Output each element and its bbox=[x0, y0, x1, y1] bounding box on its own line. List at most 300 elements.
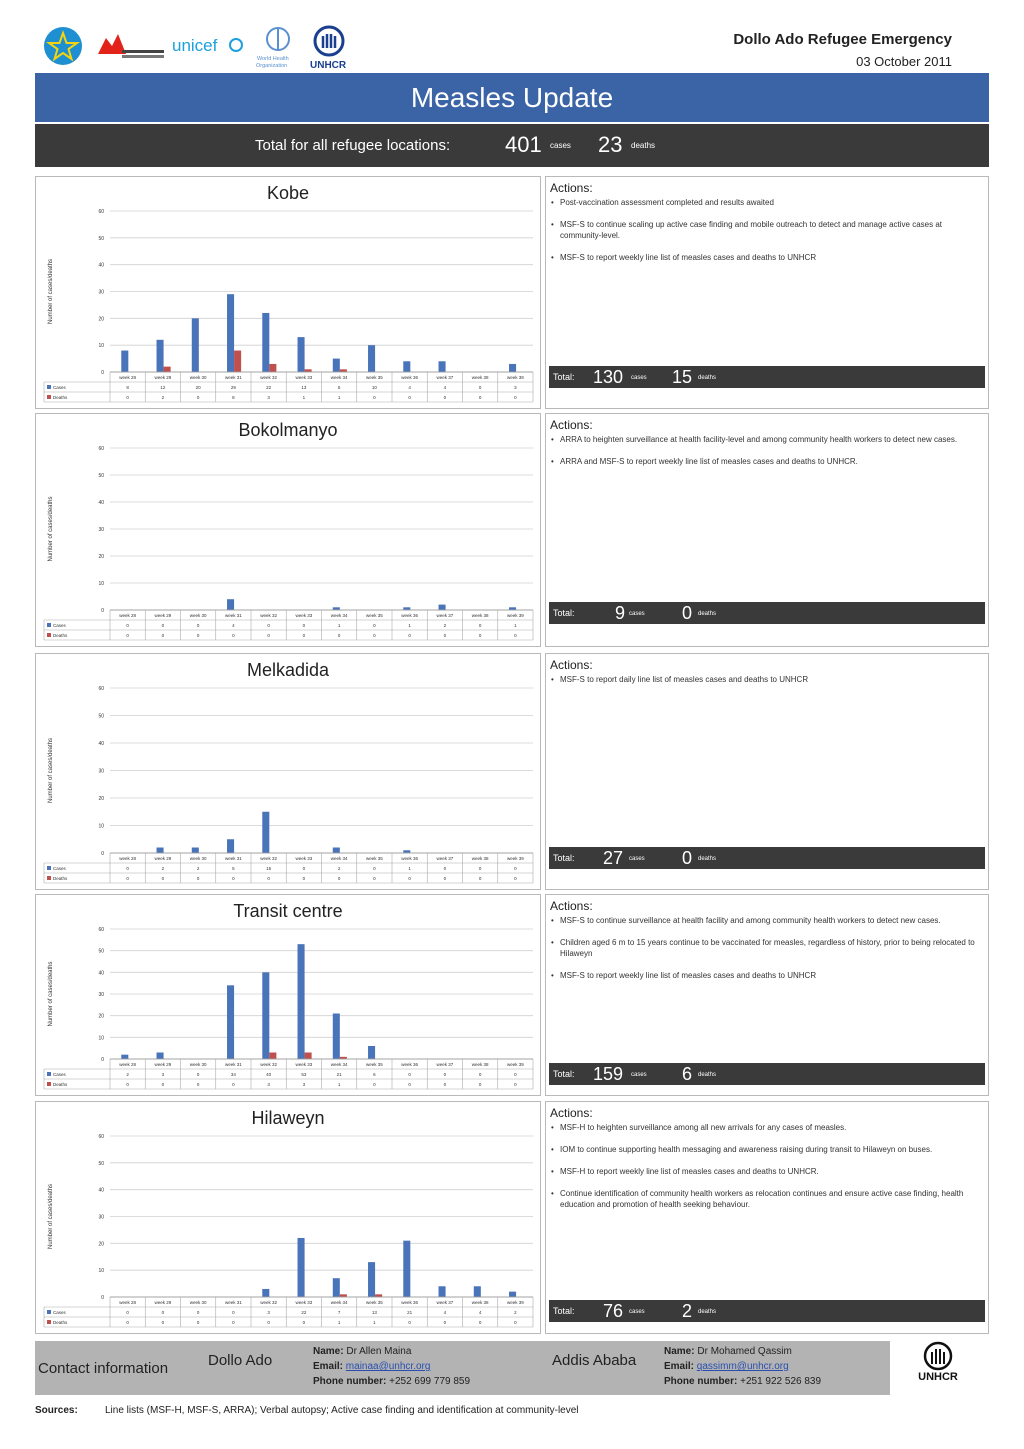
x-tick-label: week 35 bbox=[365, 375, 383, 380]
contact-name: Dr Allen Maina bbox=[346, 1346, 412, 1357]
action-item: • ARRA and MSF-S to report weekly line list of measles cases and deaths to UNHCR. bbox=[550, 456, 982, 467]
svg-text:World Health: World Health bbox=[257, 56, 289, 62]
legend-swatch bbox=[47, 866, 51, 870]
table-value: 21 bbox=[407, 1310, 413, 1315]
table-value: 0 bbox=[196, 1320, 200, 1325]
bar-cases bbox=[227, 839, 234, 853]
bar-cases bbox=[439, 605, 446, 610]
x-tick-label: week 39 bbox=[506, 613, 524, 618]
chart-title: Kobe bbox=[266, 183, 310, 203]
bar-deaths bbox=[164, 367, 171, 372]
table-value: 0 bbox=[196, 1082, 200, 1087]
svg-text:UNHCR: UNHCR bbox=[310, 60, 347, 71]
bar-cases bbox=[403, 1241, 410, 1297]
legend-swatch bbox=[47, 385, 51, 389]
x-tick-label: week 38 bbox=[471, 613, 489, 618]
x-tick-label: week 37 bbox=[436, 856, 454, 861]
contact-heading: Contact information bbox=[38, 1360, 169, 1377]
total-cases-word: cases bbox=[629, 1309, 645, 1315]
total-cases-word: cases bbox=[631, 375, 647, 381]
bar-cases bbox=[333, 1278, 340, 1297]
total-deaths: 0 bbox=[682, 848, 693, 868]
table-value: 0 bbox=[126, 1082, 129, 1087]
table-value: 3 bbox=[514, 385, 517, 390]
x-tick-label: week 37 bbox=[436, 1300, 454, 1305]
bar-cases bbox=[227, 599, 234, 610]
chart-bokolmanyo bbox=[36, 414, 542, 648]
table-value: 1 bbox=[408, 623, 411, 628]
y-tick-label: 30 bbox=[98, 768, 104, 775]
table-value: 0 bbox=[126, 1320, 129, 1325]
table-value: 0 bbox=[232, 1082, 235, 1087]
table-value: 0 bbox=[443, 633, 447, 638]
x-tick-label: week 28 bbox=[119, 1062, 137, 1067]
y-tick-label: 40 bbox=[98, 500, 104, 506]
x-tick-label: week 32 bbox=[260, 1300, 278, 1305]
table-value: 0 bbox=[408, 876, 411, 881]
summary-banner bbox=[35, 124, 989, 167]
table-value: 0 bbox=[443, 395, 447, 400]
report-title: Dollo Ado Refugee Emergency bbox=[733, 31, 952, 48]
table-value: 0 bbox=[373, 623, 376, 628]
table-value: 0 bbox=[196, 1072, 200, 1077]
table-value: 0 bbox=[408, 395, 411, 400]
y-axis-label: Number of cases/deaths bbox=[48, 961, 54, 1027]
table-value: 0 bbox=[196, 876, 200, 881]
actions-panel-melkadida bbox=[545, 653, 989, 890]
y-axis-label: Number of cases/deaths bbox=[48, 496, 54, 562]
actions-panel-hilaweyn bbox=[545, 1101, 989, 1334]
bar-cases bbox=[227, 985, 234, 1059]
actions-heading: Actions: bbox=[550, 658, 593, 672]
chart-kobe bbox=[36, 177, 542, 410]
total-bar bbox=[549, 366, 985, 388]
table-value: 0 bbox=[302, 866, 306, 871]
legend-swatch bbox=[47, 1310, 51, 1314]
bar-cases bbox=[333, 1014, 340, 1060]
contact-name: Dr Mohamed Qassim bbox=[697, 1346, 792, 1357]
table-value: 53 bbox=[301, 1072, 307, 1077]
table-value: 0 bbox=[302, 633, 306, 638]
x-tick-label: week 34 bbox=[330, 1300, 348, 1305]
bar-cases bbox=[368, 345, 375, 372]
table-value: 0 bbox=[337, 876, 341, 881]
table-value: 0 bbox=[232, 876, 235, 881]
table-value: 0 bbox=[161, 876, 165, 881]
table-value: 0 bbox=[373, 866, 376, 871]
actions-list bbox=[550, 1122, 982, 1221]
bar-cases bbox=[157, 340, 164, 372]
x-tick-label: week 28 bbox=[119, 856, 137, 861]
legend-label: Deaths bbox=[53, 395, 68, 400]
table-value: 2 bbox=[161, 866, 165, 871]
table-value: 3 bbox=[161, 1072, 165, 1077]
unhcr-logo bbox=[310, 27, 347, 71]
bar-cases bbox=[403, 607, 410, 610]
x-tick-label: week 39 bbox=[506, 1300, 524, 1305]
table-value: 0 bbox=[126, 633, 129, 638]
y-tick-label: 10 bbox=[98, 1035, 104, 1042]
table-value: 0 bbox=[514, 395, 517, 400]
y-tick-label: 50 bbox=[98, 713, 104, 720]
table-value: 0 bbox=[514, 1072, 517, 1077]
x-tick-label: week 36 bbox=[401, 1062, 419, 1067]
x-tick-label: week 33 bbox=[295, 613, 313, 618]
x-tick-label: week 28 bbox=[119, 1300, 137, 1305]
y-tick-label: 10 bbox=[98, 1268, 104, 1275]
table-value: 0 bbox=[443, 1072, 447, 1077]
bar-cases bbox=[262, 313, 269, 372]
y-tick-label: 50 bbox=[98, 948, 104, 955]
table-value: 29 bbox=[230, 385, 236, 390]
action-item: • Children aged 6 m to 15 years continue to be vaccinated for measles, regardless of history, prior to being relocated to Hilaweyn bbox=[550, 937, 982, 959]
table-value: 4 bbox=[443, 1310, 447, 1315]
msf-logo bbox=[98, 34, 164, 58]
chart-panel-melkadida bbox=[35, 653, 541, 890]
table-value: 3 bbox=[267, 1082, 270, 1087]
y-axis-label: Number of cases/deaths bbox=[48, 1183, 54, 1250]
total-deaths: 2 bbox=[682, 1301, 693, 1321]
contact-details bbox=[664, 1344, 821, 1389]
actions-heading: Actions: bbox=[550, 899, 593, 913]
total-label: Total: bbox=[553, 853, 575, 863]
y-tick-label: 60 bbox=[98, 927, 104, 933]
bar-deaths bbox=[234, 351, 241, 372]
table-value: 0 bbox=[232, 1310, 235, 1315]
y-tick-label: 30 bbox=[98, 1214, 104, 1221]
x-tick-label: week 29 bbox=[154, 375, 172, 380]
legend-label: Cases bbox=[53, 385, 66, 390]
legend-swatch bbox=[47, 1320, 51, 1324]
actions-heading: Actions: bbox=[550, 181, 593, 195]
table-value: 2 bbox=[337, 866, 341, 871]
x-tick-label: week 29 bbox=[154, 856, 172, 861]
chart-panel-hilaweyn bbox=[35, 1101, 541, 1334]
table-value: 0 bbox=[478, 1082, 482, 1087]
total-deaths-word: deaths bbox=[698, 856, 717, 862]
table-value: 1 bbox=[337, 1320, 341, 1325]
table-value: 22 bbox=[301, 1310, 307, 1315]
bar-cases bbox=[262, 812, 269, 853]
total-cases-word: cases bbox=[550, 141, 571, 150]
y-tick-label: 40 bbox=[98, 970, 104, 977]
table-value: 1 bbox=[337, 395, 341, 400]
legend-swatch bbox=[47, 1072, 51, 1076]
table-value: 0 bbox=[196, 1310, 200, 1315]
x-tick-label: week 38 bbox=[471, 1300, 489, 1305]
bar-cases bbox=[368, 1046, 375, 1059]
y-tick-label: 0 bbox=[101, 370, 104, 376]
table-value: 1 bbox=[337, 1082, 341, 1087]
x-tick-label: week 36 bbox=[401, 856, 419, 861]
table-value: 0 bbox=[443, 866, 447, 871]
table-value: 0 bbox=[478, 1320, 482, 1325]
total-label: Total for all refugee locations: bbox=[255, 137, 451, 154]
unhcr-footer-logo bbox=[905, 1340, 971, 1396]
table-value: 0 bbox=[126, 876, 129, 881]
x-tick-label: week 34 bbox=[330, 613, 348, 618]
y-tick-label: 50 bbox=[98, 235, 104, 242]
x-tick-label: week 28 bbox=[119, 375, 137, 380]
chart-hilaweyn bbox=[36, 1102, 542, 1335]
x-tick-label: week 38 bbox=[471, 375, 489, 380]
email-label: Email: bbox=[664, 1361, 695, 1372]
legend-label: Deaths bbox=[53, 1320, 68, 1325]
unicef-logo bbox=[172, 36, 242, 55]
y-tick-label: 0 bbox=[101, 851, 104, 857]
table-value: 0 bbox=[373, 876, 376, 881]
bar-cases bbox=[474, 1286, 481, 1297]
contact-email-link[interactable]: qassimm@unhcr.org bbox=[696, 1361, 789, 1372]
total-deaths: 23 bbox=[598, 132, 623, 157]
y-tick-label: 60 bbox=[98, 446, 104, 452]
actions-panel-transit-centre bbox=[545, 894, 989, 1096]
chart-panel-bokolmanyo bbox=[35, 413, 541, 647]
y-tick-label: 50 bbox=[98, 1160, 104, 1167]
actions-panel-kobe bbox=[545, 176, 989, 409]
legend-label: Deaths bbox=[53, 876, 68, 881]
sources-line bbox=[35, 1405, 579, 1416]
table-value: 0 bbox=[302, 876, 306, 881]
table-value: 0 bbox=[126, 395, 129, 400]
total-deaths: 15 bbox=[672, 367, 693, 387]
table-value: 2 bbox=[196, 866, 200, 871]
table-value: 6 bbox=[373, 1072, 376, 1077]
table-value: 0 bbox=[373, 395, 376, 400]
total-cases: 9 bbox=[615, 603, 626, 623]
table-value: 0 bbox=[478, 385, 482, 390]
bar-deaths bbox=[269, 1053, 276, 1060]
total-cases-word: cases bbox=[631, 1072, 647, 1078]
total-cases-word: cases bbox=[629, 611, 645, 617]
table-value: 0 bbox=[337, 633, 341, 638]
legend-swatch bbox=[47, 623, 51, 627]
total-bar bbox=[549, 1300, 985, 1322]
name-label: Name: bbox=[664, 1346, 695, 1357]
x-tick-label: week 35 bbox=[365, 1300, 383, 1305]
bar-cases bbox=[157, 848, 164, 854]
table-value: 0 bbox=[478, 866, 482, 871]
y-tick-label: 10 bbox=[98, 581, 104, 587]
svg-text:UNHCR: UNHCR bbox=[918, 1371, 958, 1383]
x-tick-label: week 32 bbox=[260, 613, 278, 618]
table-value: 0 bbox=[478, 1072, 482, 1077]
table-value: 4 bbox=[408, 385, 411, 390]
total-deaths: 6 bbox=[682, 1064, 693, 1084]
bar-deaths bbox=[305, 1053, 312, 1060]
bar-cases bbox=[262, 1289, 269, 1297]
total-bar bbox=[549, 847, 985, 869]
table-value: 0 bbox=[408, 1320, 411, 1325]
action-item: • MSF-S to continue scaling up active case finding and mobile outreach to detect and manage active cases at community-level. bbox=[550, 219, 982, 241]
y-tick-label: 60 bbox=[98, 686, 104, 692]
x-tick-label: week 37 bbox=[436, 613, 454, 618]
y-tick-label: 60 bbox=[98, 209, 104, 215]
bar-cases bbox=[298, 337, 305, 372]
contact-email-link[interactable]: mainaa@unhcr.org bbox=[345, 1361, 431, 1372]
table-value: 4 bbox=[443, 385, 447, 390]
x-tick-label: week 32 bbox=[260, 1062, 278, 1067]
table-value: 0 bbox=[302, 1320, 306, 1325]
legend-label: Cases bbox=[53, 1072, 66, 1077]
sources-label: Sources: bbox=[35, 1405, 78, 1416]
x-tick-label: week 33 bbox=[295, 1300, 313, 1305]
contact-phone: +251 922 526 839 bbox=[740, 1376, 822, 1387]
y-tick-label: 30 bbox=[98, 289, 104, 296]
total-deaths-word: deaths bbox=[698, 1072, 717, 1078]
table-value: 13 bbox=[371, 1310, 377, 1315]
x-tick-label: week 34 bbox=[330, 1062, 348, 1067]
bar-cases bbox=[509, 364, 516, 372]
chart-panel-transit-centre bbox=[35, 894, 541, 1096]
x-tick-label: week 37 bbox=[436, 1062, 454, 1067]
bar-cases bbox=[121, 1055, 128, 1059]
action-item: • Continue identification of community health workers as relocation continues and ensure active case finding, health education and promotion of health seeking behaviour. bbox=[550, 1188, 982, 1210]
legend-swatch bbox=[47, 633, 51, 637]
table-value: 0 bbox=[161, 1320, 165, 1325]
y-tick-label: 30 bbox=[98, 527, 104, 533]
x-tick-label: week 35 bbox=[365, 613, 383, 618]
y-tick-label: 60 bbox=[98, 1134, 104, 1140]
actions-panel-bokolmanyo bbox=[545, 413, 989, 647]
bar-cases bbox=[157, 1053, 164, 1060]
table-value: 0 bbox=[443, 1320, 447, 1325]
x-tick-label: week 33 bbox=[295, 856, 313, 861]
table-value: 20 bbox=[195, 385, 201, 390]
table-value: 1 bbox=[373, 1320, 376, 1325]
table-value: 8 bbox=[232, 395, 235, 400]
x-tick-label: week 30 bbox=[189, 613, 207, 618]
bar-cases bbox=[439, 361, 446, 372]
y-tick-label: 40 bbox=[98, 262, 104, 269]
action-item: • MSF-S to continue surveillance at health facility and among community health workers to detect new cases. bbox=[550, 915, 982, 926]
table-value: 1 bbox=[514, 623, 517, 628]
bar-cases bbox=[298, 944, 305, 1059]
table-value: 12 bbox=[160, 385, 166, 390]
bar-cases bbox=[368, 1262, 375, 1297]
table-value: 0 bbox=[514, 633, 517, 638]
total-cases: 130 bbox=[593, 367, 624, 387]
report-date: 03 October 2011 bbox=[856, 54, 952, 69]
x-tick-label: week 38 bbox=[471, 1062, 489, 1067]
x-tick-label: week 28 bbox=[119, 613, 137, 618]
bar-deaths bbox=[375, 1294, 382, 1297]
table-value: 0 bbox=[161, 1310, 165, 1315]
x-tick-label: week 29 bbox=[154, 1300, 172, 1305]
contact-phone: +252 699 779 859 bbox=[389, 1376, 471, 1387]
action-item: • MSF-S to report weekly line list of measles cases and deaths to UNHCR bbox=[550, 970, 982, 981]
table-value: 0 bbox=[267, 633, 270, 638]
table-value: 8 bbox=[126, 385, 129, 390]
table-value: 0 bbox=[373, 633, 376, 638]
y-tick-label: 0 bbox=[101, 1057, 104, 1063]
page-title: Measles Update bbox=[35, 73, 989, 122]
total-deaths-word: deaths bbox=[698, 611, 717, 617]
total-bar bbox=[549, 602, 985, 624]
table-value: 0 bbox=[196, 623, 200, 628]
x-tick-label: week 30 bbox=[189, 856, 207, 861]
total-deaths-word: deaths bbox=[631, 141, 656, 150]
x-tick-label: week 29 bbox=[154, 1062, 172, 1067]
table-value: 7 bbox=[337, 1310, 341, 1315]
x-tick-label: week 33 bbox=[295, 1062, 313, 1067]
table-value: 4 bbox=[232, 623, 235, 628]
action-item: • MSF-S to report daily line list of measles cases and deaths to UNHCR bbox=[550, 674, 982, 685]
table-value: 0 bbox=[478, 633, 482, 638]
total-cases: 27 bbox=[603, 848, 624, 868]
table-value: 34 bbox=[230, 1072, 236, 1077]
x-tick-label: week 36 bbox=[401, 375, 419, 380]
table-value: 0 bbox=[478, 876, 482, 881]
legend-label: Cases bbox=[53, 866, 66, 871]
bar-deaths bbox=[269, 364, 276, 372]
x-tick-label: week 32 bbox=[260, 856, 278, 861]
table-value: 0 bbox=[196, 633, 200, 638]
table-value: 1 bbox=[302, 395, 306, 400]
table-value: 0 bbox=[232, 633, 235, 638]
chart-transit-centre bbox=[36, 895, 542, 1097]
total-label: Total: bbox=[553, 608, 575, 618]
chart-melkadida bbox=[36, 654, 542, 891]
bar-cases bbox=[227, 294, 234, 372]
table-value: 0 bbox=[196, 395, 200, 400]
who-logo bbox=[256, 28, 289, 69]
bar-deaths bbox=[340, 369, 347, 372]
action-item: • IOM to continue supporting health messaging and awareness raising during transit to Hilaweyn on buses. bbox=[550, 1144, 982, 1155]
table-value: 2 bbox=[126, 1072, 129, 1077]
bar-cases bbox=[262, 972, 269, 1059]
table-value: 0 bbox=[161, 1082, 165, 1087]
table-value: 0 bbox=[232, 1320, 235, 1325]
bar-deaths bbox=[305, 369, 312, 372]
table-value: 4 bbox=[478, 1310, 482, 1315]
chart-panel-kobe bbox=[35, 176, 541, 409]
actions-list bbox=[550, 915, 982, 992]
svg-text:unicef: unicef bbox=[172, 36, 218, 55]
table-value: 0 bbox=[126, 623, 129, 628]
total-label: Total: bbox=[553, 1306, 575, 1316]
chart-title: Bokolmanyo bbox=[238, 420, 338, 440]
bar-cases bbox=[403, 361, 410, 372]
partner-logos bbox=[40, 24, 370, 72]
bar-cases bbox=[121, 351, 128, 372]
actions-list bbox=[550, 197, 982, 274]
x-tick-label: week 29 bbox=[154, 613, 172, 618]
table-value: 0 bbox=[408, 633, 411, 638]
x-tick-label: week 39 bbox=[506, 375, 524, 380]
y-tick-label: 20 bbox=[98, 1013, 104, 1020]
contact-place: Dollo Ado bbox=[208, 1352, 273, 1369]
table-value: 1 bbox=[337, 623, 341, 628]
bar-cases bbox=[509, 1292, 516, 1297]
x-tick-label: week 33 bbox=[295, 375, 313, 380]
legend-label: Deaths bbox=[53, 633, 68, 638]
y-tick-label: 50 bbox=[98, 473, 104, 479]
table-value: 5 bbox=[337, 385, 341, 390]
table-value: 22 bbox=[266, 385, 272, 390]
y-tick-label: 40 bbox=[98, 741, 104, 747]
action-item: • MSF-H to heighten surveillance among all new arrivals for any cases of measles. bbox=[550, 1122, 982, 1133]
x-tick-label: week 39 bbox=[506, 856, 524, 861]
phone-label: Phone number: bbox=[664, 1376, 738, 1387]
legend-label: Cases bbox=[53, 1310, 66, 1315]
bar-cases bbox=[333, 848, 340, 854]
actions-heading: Actions: bbox=[550, 1106, 593, 1120]
x-tick-label: week 34 bbox=[330, 375, 348, 380]
x-tick-label: week 31 bbox=[224, 375, 242, 380]
contact-bar bbox=[35, 1341, 890, 1395]
bar-cases bbox=[403, 850, 410, 853]
